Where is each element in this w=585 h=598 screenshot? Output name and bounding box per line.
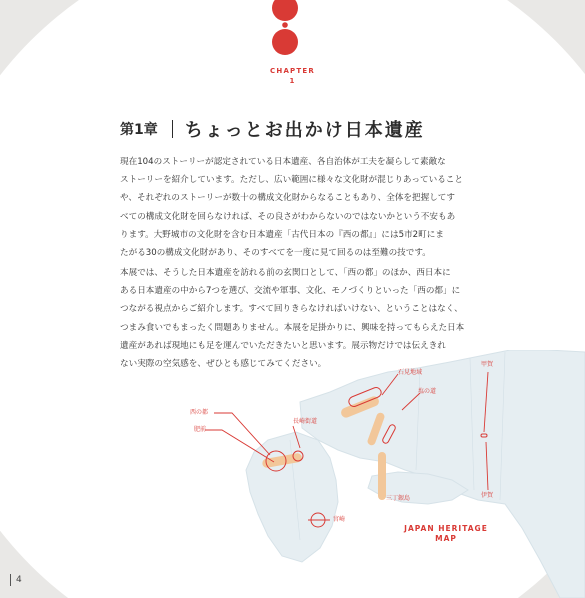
label-hizen: 肥前 [194,426,207,433]
title-divider [172,120,173,138]
page-title [120,114,480,144]
map-title-line2: MAP [435,534,457,543]
south-band [378,452,386,500]
label-koga: 甲賀 [481,361,494,368]
page-number: 4 [10,574,22,586]
text-line: 遺産があれば現地にも足を運んでいただきたいと思います。展示物だけでは伝えきれ [120,340,446,351]
label-iwami: 石見地域 [398,369,423,376]
text-line: や、それぞれのストーリーが数十の構成文化財からなることもあり、全体を把握してす [120,193,455,204]
text-line: ストーリーを紹介しています。ただし、広い範囲に様々な文化財が混じりあっていること [120,175,463,186]
text-line: 本展では、そうした日本遺産を訪れる前の玄関口として、「西の都」のほか、西日本に [120,268,451,278]
text-line: つながる視点からご紹介します。すべて回りきらなければいけない、ということはなく、 [120,304,463,315]
title-prefix: 第1章 [120,122,158,138]
label-bottom-cut: 三丁銀島 [386,495,411,502]
label-shionomichi: 塩の道 [418,388,437,395]
kyushu-landmass [246,432,338,562]
text-line: べての構成文化財を回らなければ、その良さがわからないのではないかという不安もあ [120,211,456,222]
honshu-landmass [300,350,585,598]
text-line: ない実際の空気感を、ぜひとも感じてみてください。 [120,359,327,370]
text-line: 現在104のストーリーが認定されている日本遺産、各自治体が工夫を凝らして素敵な [120,157,446,167]
intro-paragraph [120,153,472,262]
map-title-line1: JAPAN HERITAGE [404,524,488,533]
label-miyazaki: 宮崎 [333,516,346,523]
label-nagasaki: 長崎街道 [293,418,318,425]
chapter-dots-icon [262,0,308,60]
label-iga: 伊賀 [481,492,494,499]
text-line: たがる30の構成文化財があり、そのすべてを一度に見て回るのは至難の技です。 [120,248,431,259]
chapter-number: 1 [289,77,296,85]
text-line: つまみ食いでもまったく問題ありません。本展を足掛かりに、興味を持ってもらえた日本 [120,322,465,333]
map-title [386,524,506,544]
chapter-word: CHAPTER [270,67,315,75]
text-line: ります。大野城市の文化財を含む日本遺産「古代日本の『西の都』」には5市2町にま [120,229,444,240]
text-line: ある日本遺産の中から7つを選び、交流や軍事、文化、モノづくりといった「西の都」に [120,286,461,297]
chapter-label [0,66,585,86]
title-main: ちょっとお出かけ日本遺産 [184,120,425,141]
heritage-map [0,350,585,598]
label-nishinomiyako: 西の都 [190,409,209,416]
